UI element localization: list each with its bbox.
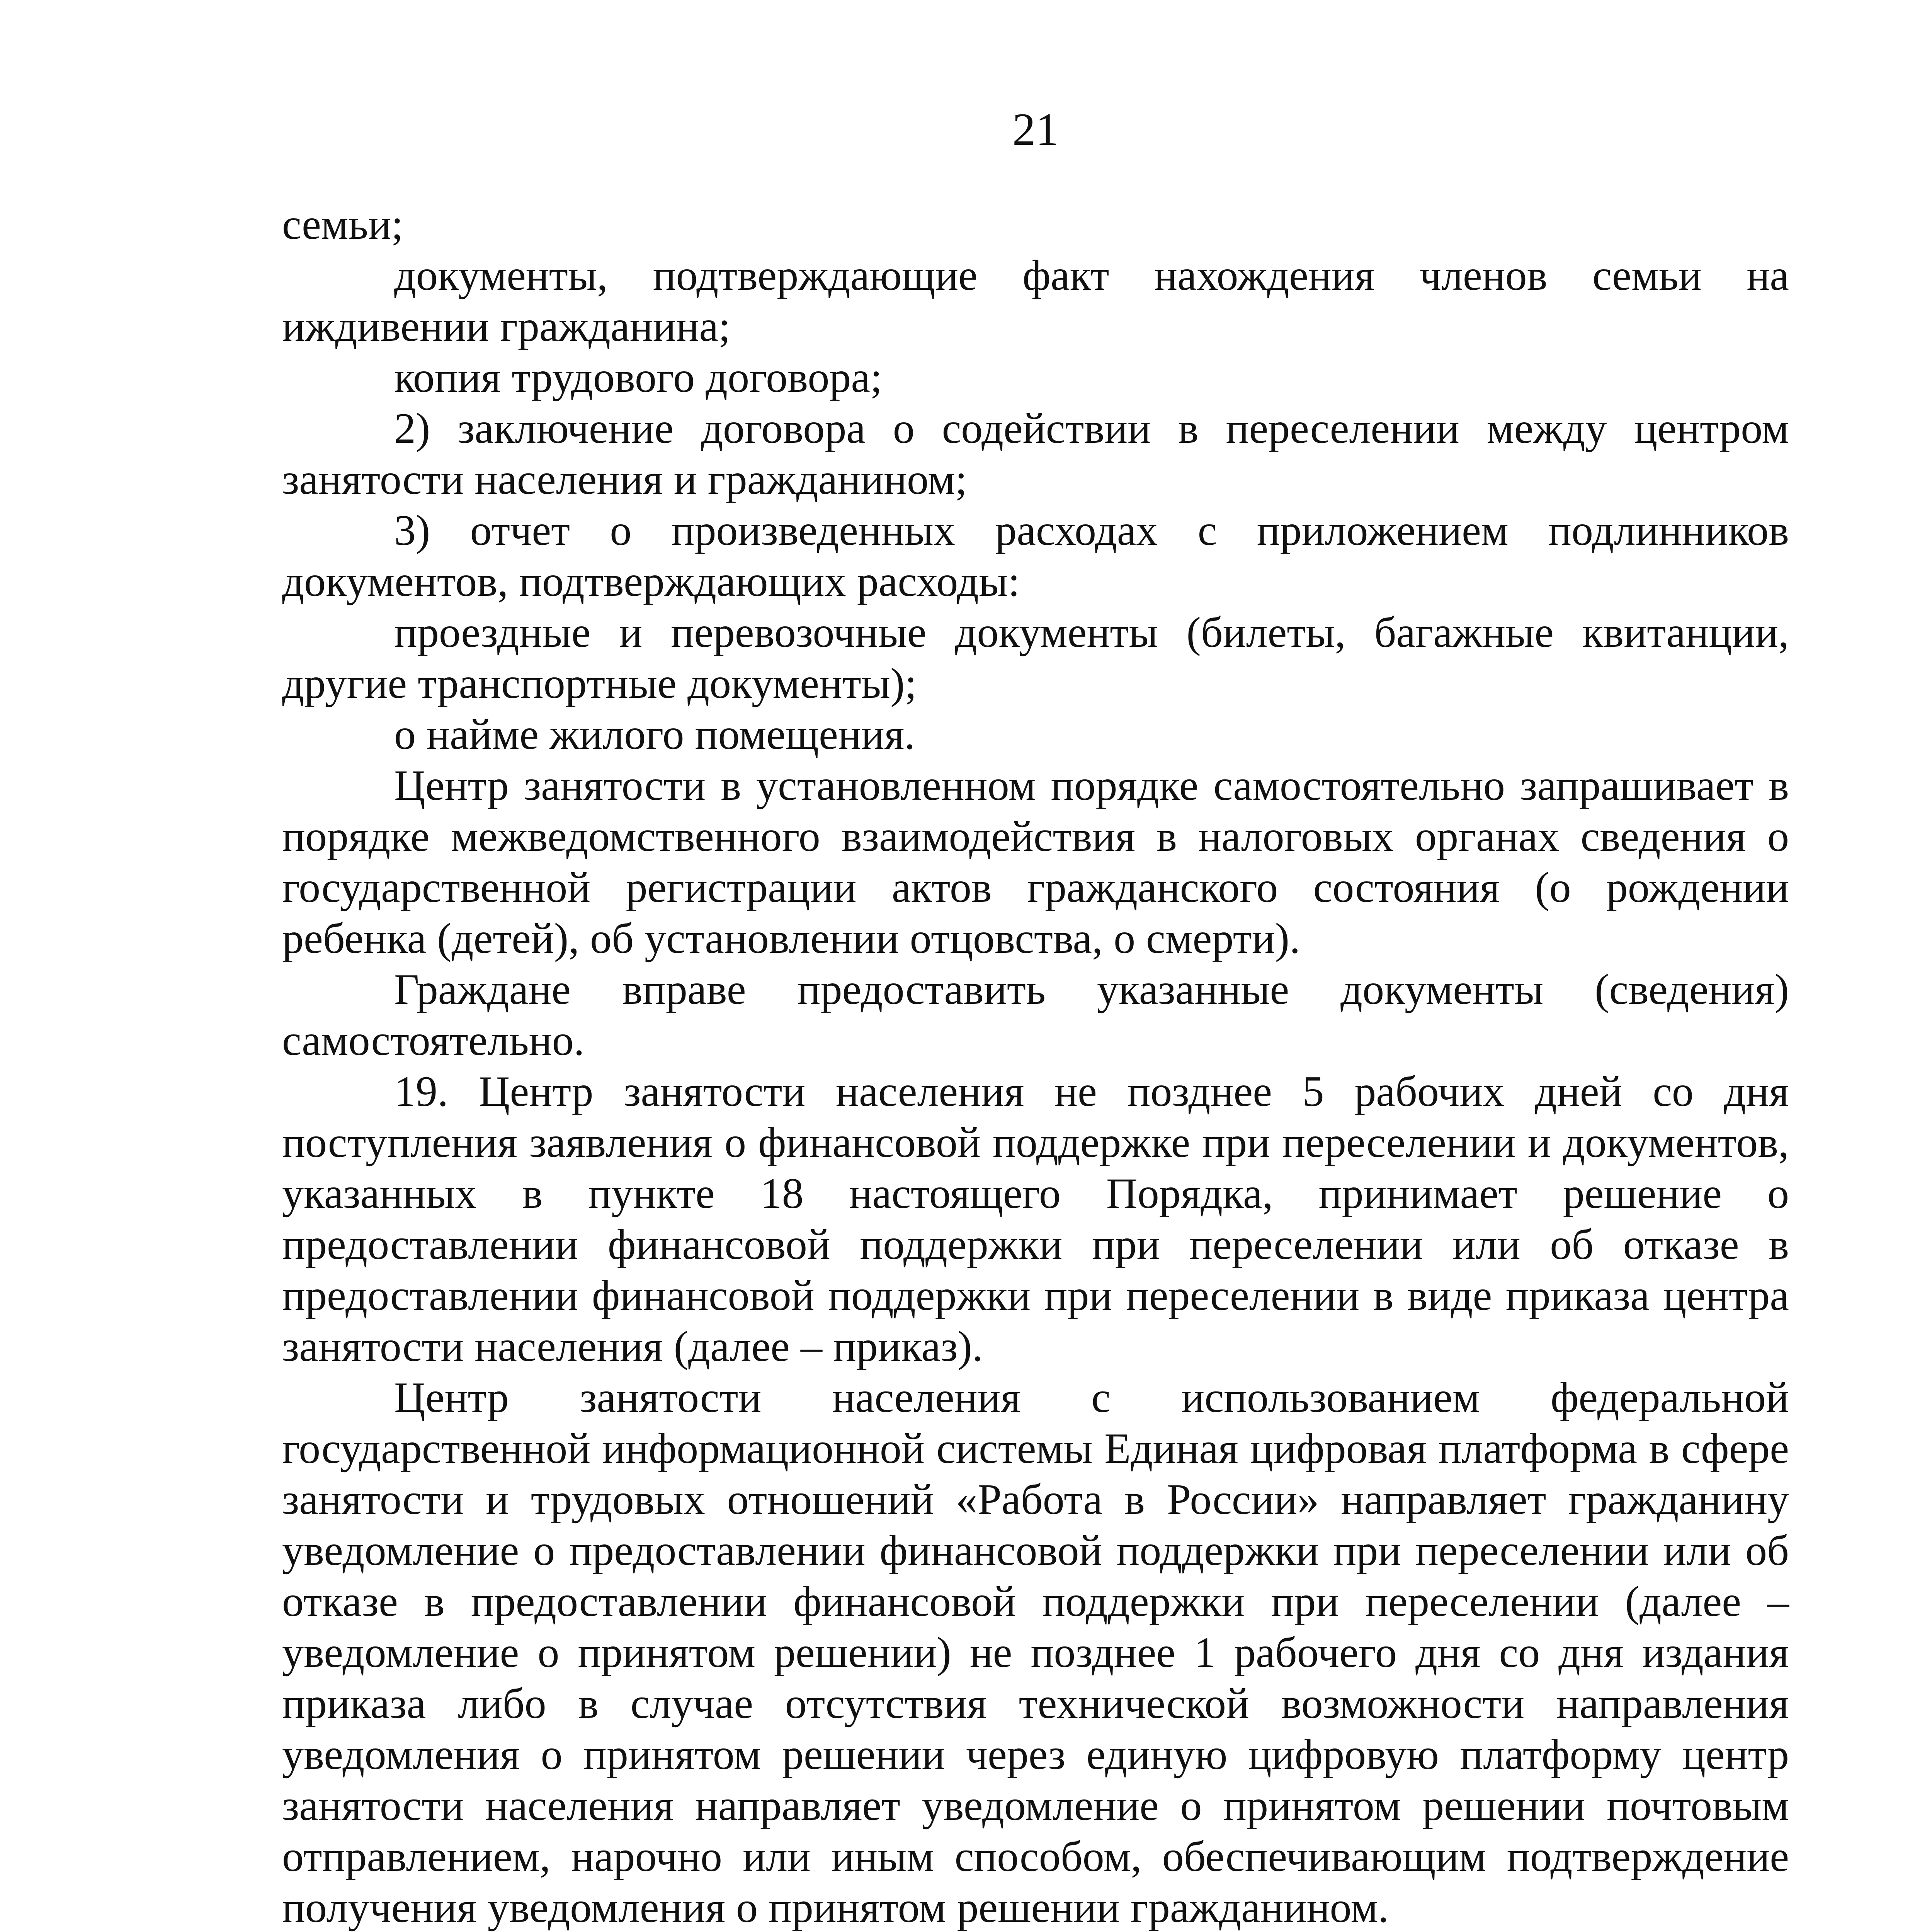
- page-number: 21: [1012, 104, 1059, 155]
- document-body: [282, 199, 1789, 1932]
- paragraph: 2) заключение договора о содействии в переселении между центром занятости населения и гражданином;: [282, 405, 1789, 503]
- paragraph: копия трудового договора;: [394, 354, 883, 401]
- paragraph: Граждане вправе предоставить указанные документы (сведения) самостоятельно.: [282, 966, 1789, 1065]
- paragraph: Центр занятости населения с использованием федеральной государственной информационной системы Единая цифровая платформа в сфере занятости и трудовых отношений «Работа в России» направляет гражданину уведомление о предоставлении финансовой поддержки при переселении или об отказе в предоставлении финансовой поддержки при переселении (далее – уведомление о принятом решении) не позднее 1 рабочего дня со дня издания приказа либо в случае отсутствия технической возможности направления уведомления о принятом решении через единую цифровую платформу центр занятости населения направляет уведомление о принятом решении почтовым отправлением, нарочно или иным способом, обеспечивающим подтверждение получения уведомления о принятом решении гражданином.: [282, 1374, 1789, 1932]
- paragraph: о найме жилого помещения.: [394, 711, 915, 759]
- paragraph: проездные и перевозочные документы (билеты, багажные квитанции, другие транспортные документы);: [282, 609, 1789, 707]
- paragraph: Центр занятости в установленном порядке самостоятельно запрашивает в порядке межведомственного взаимодействия в налоговых органах сведения о государственной регистрации актов гражданского состояния (о рождении ребенка (детей), об установлении отцовства, о смерти).: [282, 762, 1789, 963]
- paragraph: семьи;: [282, 201, 403, 248]
- paragraph: документы, подтверждающие факт нахождения членов семьи на иждивении гражданина;: [282, 252, 1789, 350]
- paragraph: 19. Центр занятости населения не позднее 5 рабочих дней со дня поступления заявления о финансовой поддержке при переселении и документов, указанных в пункте 18 настоящего Порядка, принимает решение о предоставлении финансовой поддержки при переселении или об отказе в предоставлении финансовой поддержки при переселении в виде приказа центра занятости населения (далее – приказ).: [282, 1068, 1789, 1371]
- paragraph: 3) отчет о произведенных расходах с приложением подлинников документов, подтверждающих расходы:: [282, 507, 1789, 605]
